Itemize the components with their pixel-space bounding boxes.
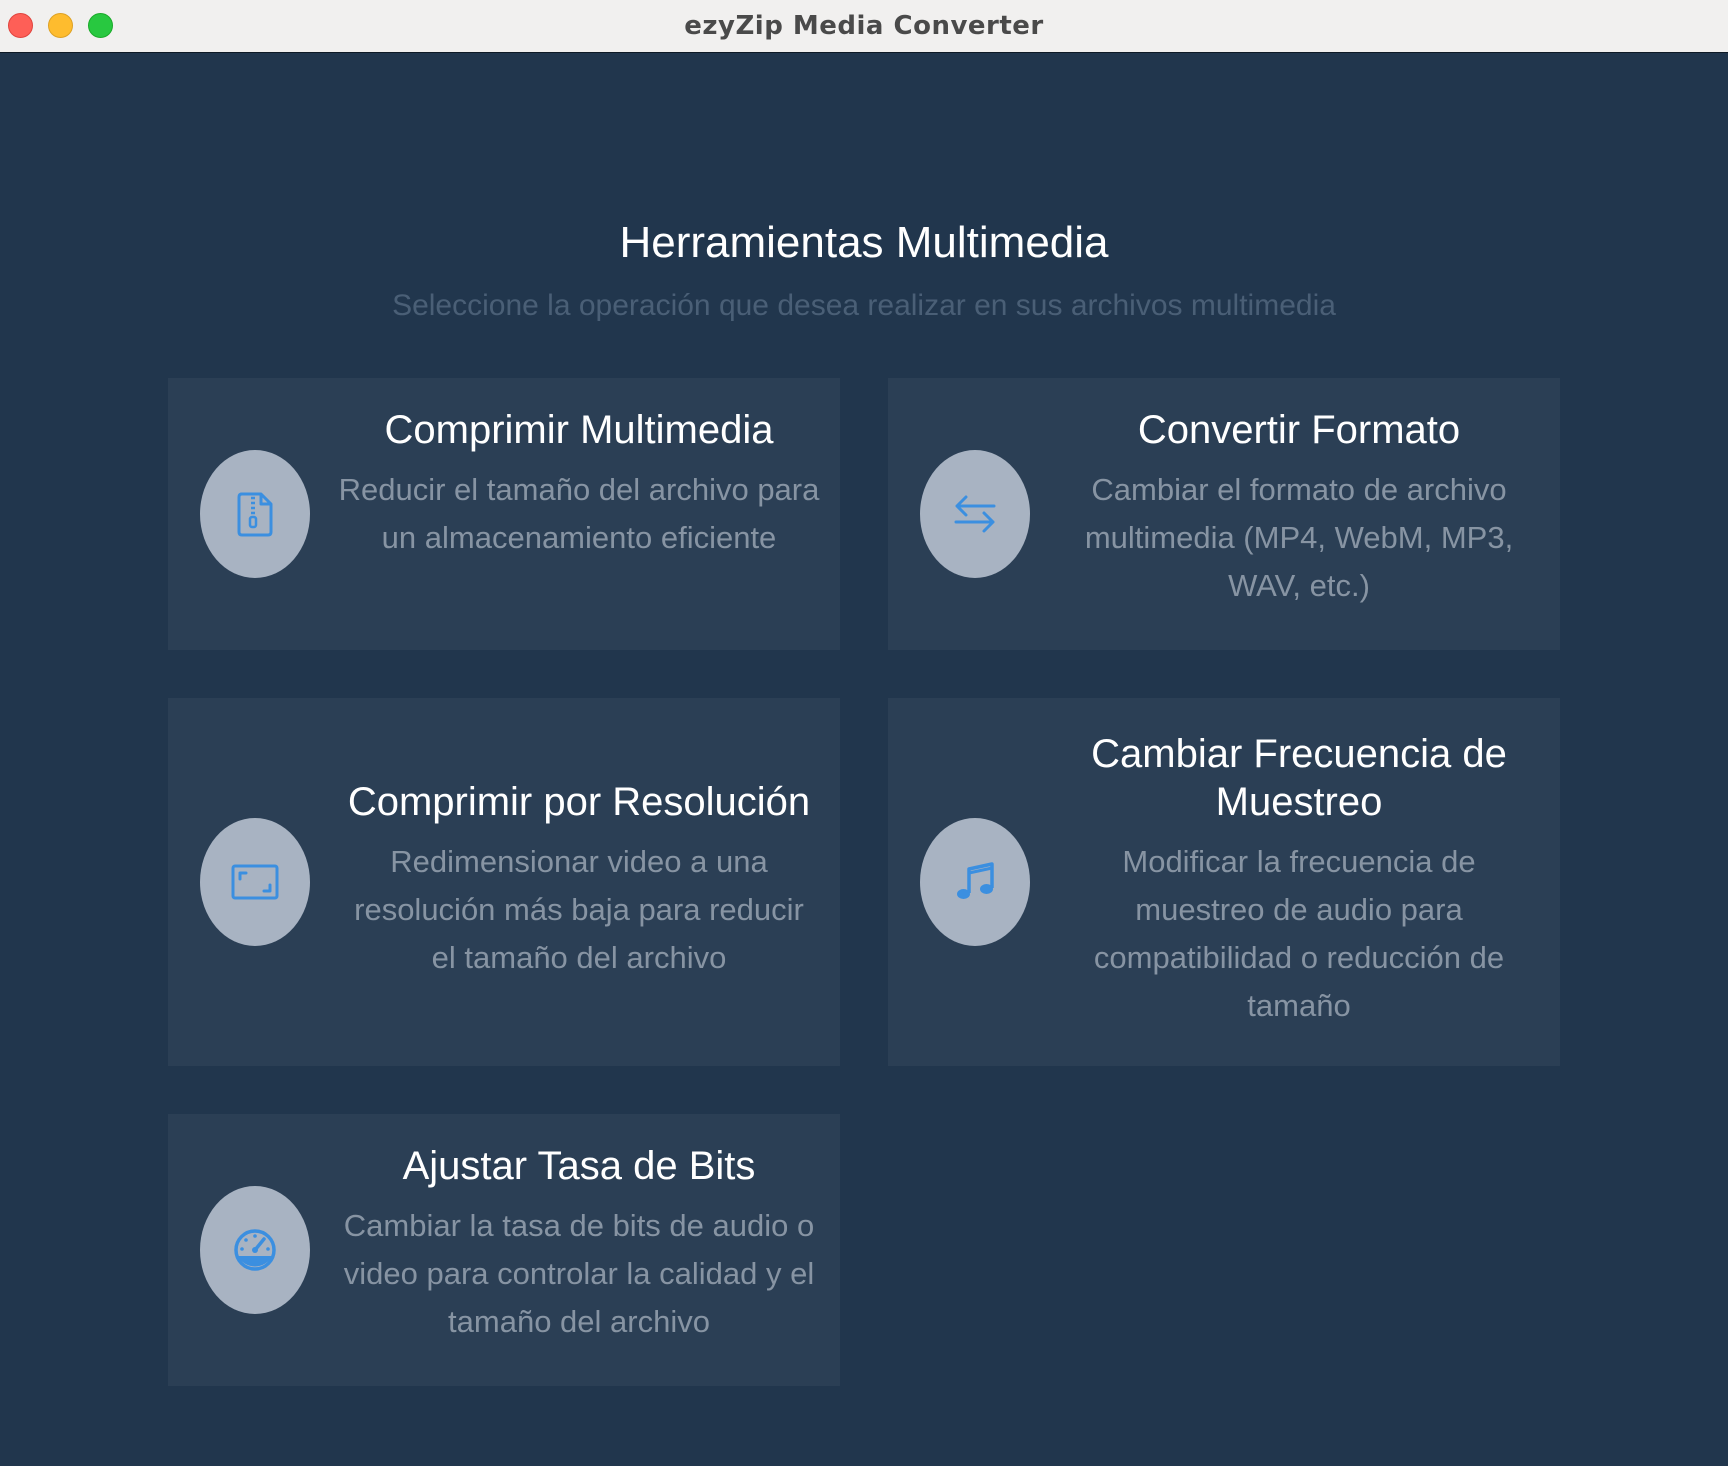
card-text xyxy=(1058,730,1540,1030)
page-subtitle: Seleccione la operación que desea realizar en sus archivos multimedia xyxy=(392,289,1336,322)
file-zip-icon xyxy=(235,490,275,538)
card-title: Convertir Formato xyxy=(1137,408,1461,452)
card-title: Comprimir por Resolución xyxy=(347,780,811,824)
card-title: Cambiar Frecuencia de Muestreo xyxy=(1091,732,1507,824)
card-description: Cambiar la tasa de bits de audio o video para controlar la calidad y el tamaño del archivo xyxy=(343,1208,815,1339)
card-description: Reducir el tamaño del archivo para un almacenamiento eficiente xyxy=(338,472,820,555)
card-title: Comprimir Multimedia xyxy=(384,408,774,452)
window-title: ezyZip Media Converter xyxy=(684,11,1044,41)
card-convert-format[interactable] xyxy=(888,378,1560,650)
title-bar xyxy=(0,0,1728,53)
card-text xyxy=(338,406,820,562)
page-title: Herramientas Multimedia xyxy=(619,218,1109,267)
card-description: Modificar la frecuencia de muestreo de audio para compatibilidad o reducción de tamaño xyxy=(1093,844,1505,1023)
swap-arrows-icon xyxy=(952,491,998,537)
icon-circle xyxy=(200,450,310,578)
icon-circle xyxy=(920,450,1030,578)
card-text xyxy=(338,1142,820,1346)
resize-frame-icon xyxy=(230,862,280,902)
card-compress-media[interactable] xyxy=(168,378,840,650)
icon-circle xyxy=(920,818,1030,946)
card-change-sample-rate[interactable] xyxy=(888,698,1560,1066)
main-content xyxy=(0,53,1728,1466)
card-text xyxy=(1058,406,1540,610)
card-compress-resolution[interactable] xyxy=(168,698,840,1066)
card-adjust-bitrate[interactable] xyxy=(168,1114,840,1386)
card-description: Redimensionar video a una resolución más baja para reducir el tamaño del archivo xyxy=(354,844,804,975)
icon-circle xyxy=(200,1186,310,1314)
card-description: Cambiar el formato de archivo multimedia (MP4, WebM, MP3, WAV, etc.) xyxy=(1084,472,1514,603)
icon-circle xyxy=(200,818,310,946)
gauge-icon xyxy=(231,1228,279,1272)
card-text xyxy=(338,778,820,982)
card-title: Ajustar Tasa de Bits xyxy=(402,1144,756,1188)
music-note-icon xyxy=(952,859,998,905)
